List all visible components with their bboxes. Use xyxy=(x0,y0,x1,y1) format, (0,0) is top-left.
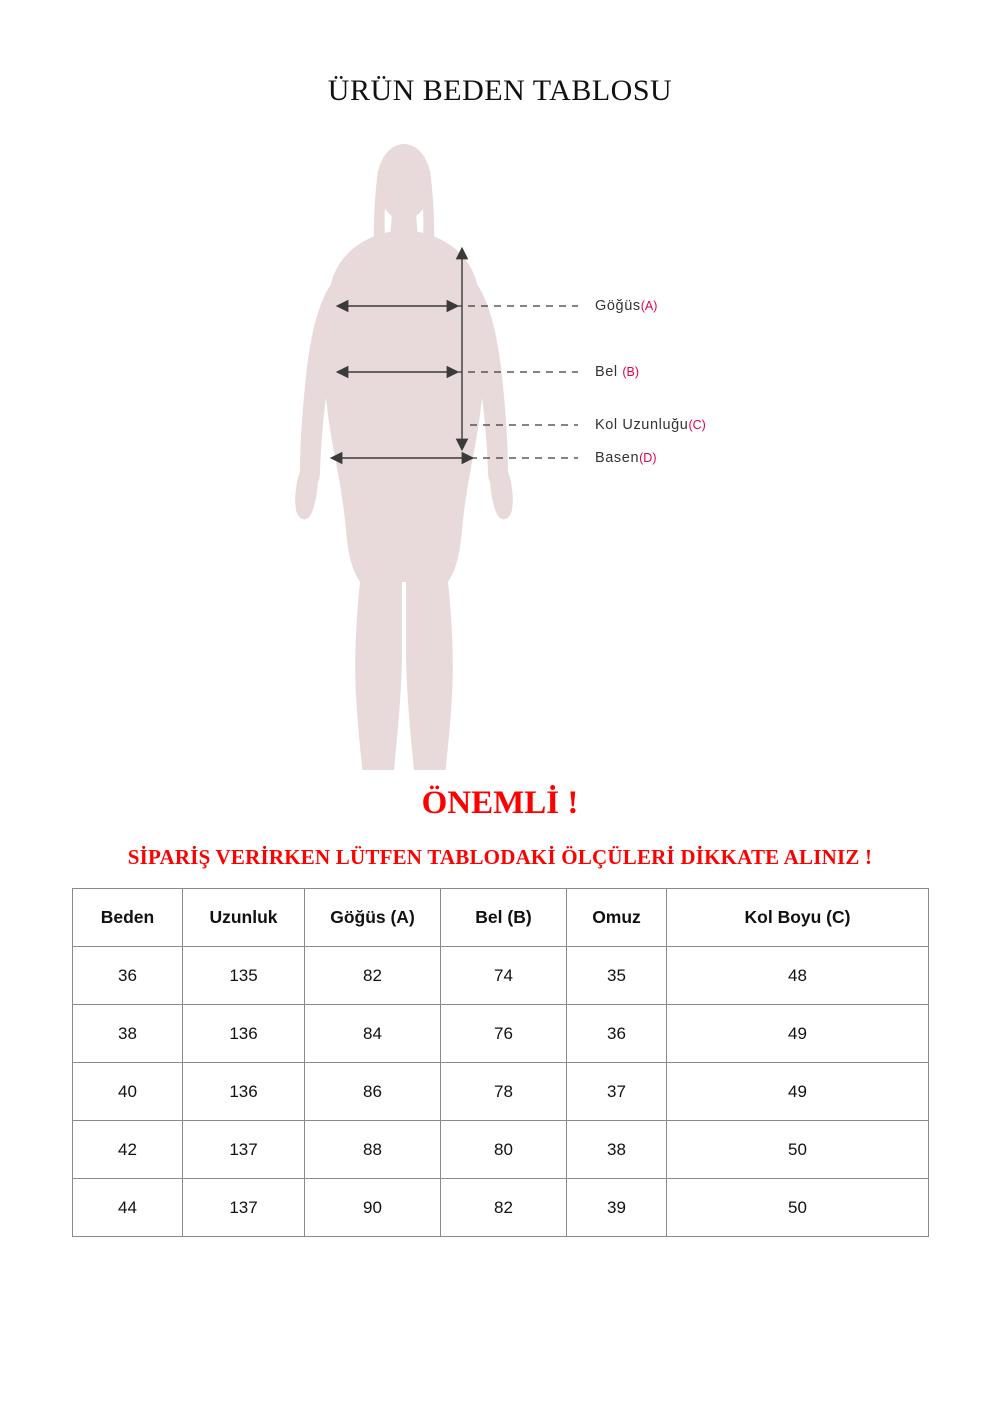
cell-uzunluk: 137 xyxy=(183,1179,305,1237)
cell-kolboyu: 49 xyxy=(667,1005,929,1063)
cell-gogus: 90 xyxy=(305,1179,441,1237)
size-table-container xyxy=(72,888,928,1237)
important-headline: ÖNEMLİ ! xyxy=(421,785,579,821)
cell-bel: 78 xyxy=(441,1063,567,1121)
table-header-uzunluk: Uzunluk xyxy=(183,889,305,947)
cell-gogus: 82 xyxy=(305,947,441,1005)
table-header-beden: Beden xyxy=(73,889,183,947)
cell-gogus: 84 xyxy=(305,1005,441,1063)
cell-bel: 80 xyxy=(441,1121,567,1179)
cell-beden: 40 xyxy=(73,1063,183,1121)
table-row xyxy=(73,947,929,1005)
table-header-kolboyu: Kol Boyu (C) xyxy=(667,889,929,947)
body-silhouette xyxy=(295,144,513,770)
label-bust-text: Göğüs xyxy=(595,298,641,314)
label-hips-code: (D) xyxy=(639,451,657,465)
page-title: ÜRÜN BEDEN TABLOSU xyxy=(327,74,673,107)
cell-bel: 74 xyxy=(441,947,567,1005)
cell-uzunluk: 136 xyxy=(183,1063,305,1121)
cell-omuz: 35 xyxy=(567,947,667,1005)
label-sleeve-text: Kol Uzunluğu xyxy=(595,417,689,433)
size-table xyxy=(72,888,929,1237)
cell-bel: 76 xyxy=(441,1005,567,1063)
cell-bel: 82 xyxy=(441,1179,567,1237)
important-note: SİPARİŞ VERİRKEN LÜTFEN TABLODAKİ ÖLÇÜLERİ DİKKATE ALINIZ ! xyxy=(127,845,873,869)
label-bust-code: (A) xyxy=(640,299,658,313)
cell-omuz: 39 xyxy=(567,1179,667,1237)
cell-beden: 38 xyxy=(73,1005,183,1063)
table-header-row xyxy=(73,889,929,947)
label-sleeve-code: (C) xyxy=(688,418,706,432)
cell-uzunluk: 136 xyxy=(183,1005,305,1063)
cell-omuz: 36 xyxy=(567,1005,667,1063)
label-hips xyxy=(595,450,656,466)
table-header-omuz: Omuz xyxy=(567,889,667,947)
cell-gogus: 86 xyxy=(305,1063,441,1121)
cell-beden: 42 xyxy=(73,1121,183,1179)
measurement-diagram xyxy=(0,130,1000,770)
table-header-gogus: Göğüs (A) xyxy=(305,889,441,947)
label-sleeve xyxy=(595,417,706,433)
table-header-bel: Bel (B) xyxy=(441,889,567,947)
cell-beden: 36 xyxy=(73,947,183,1005)
table-row xyxy=(73,1005,929,1063)
cell-uzunluk: 135 xyxy=(183,947,305,1005)
label-waist-code: (B) xyxy=(622,365,640,379)
cell-kolboyu: 50 xyxy=(667,1121,929,1179)
label-waist xyxy=(595,364,639,380)
cell-gogus: 88 xyxy=(305,1121,441,1179)
cell-omuz: 37 xyxy=(567,1063,667,1121)
cell-kolboyu: 49 xyxy=(667,1063,929,1121)
cell-uzunluk: 137 xyxy=(183,1121,305,1179)
cell-kolboyu: 50 xyxy=(667,1179,929,1237)
cell-kolboyu: 48 xyxy=(667,947,929,1005)
cell-omuz: 38 xyxy=(567,1121,667,1179)
label-waist-text: Bel xyxy=(595,364,623,380)
figure-svg xyxy=(0,130,1000,770)
cell-beden: 44 xyxy=(73,1179,183,1237)
table-row xyxy=(73,1121,929,1179)
table-row xyxy=(73,1179,929,1237)
table-row xyxy=(73,1063,929,1121)
label-hips-text: Basen xyxy=(595,450,640,466)
label-bust xyxy=(595,298,657,314)
